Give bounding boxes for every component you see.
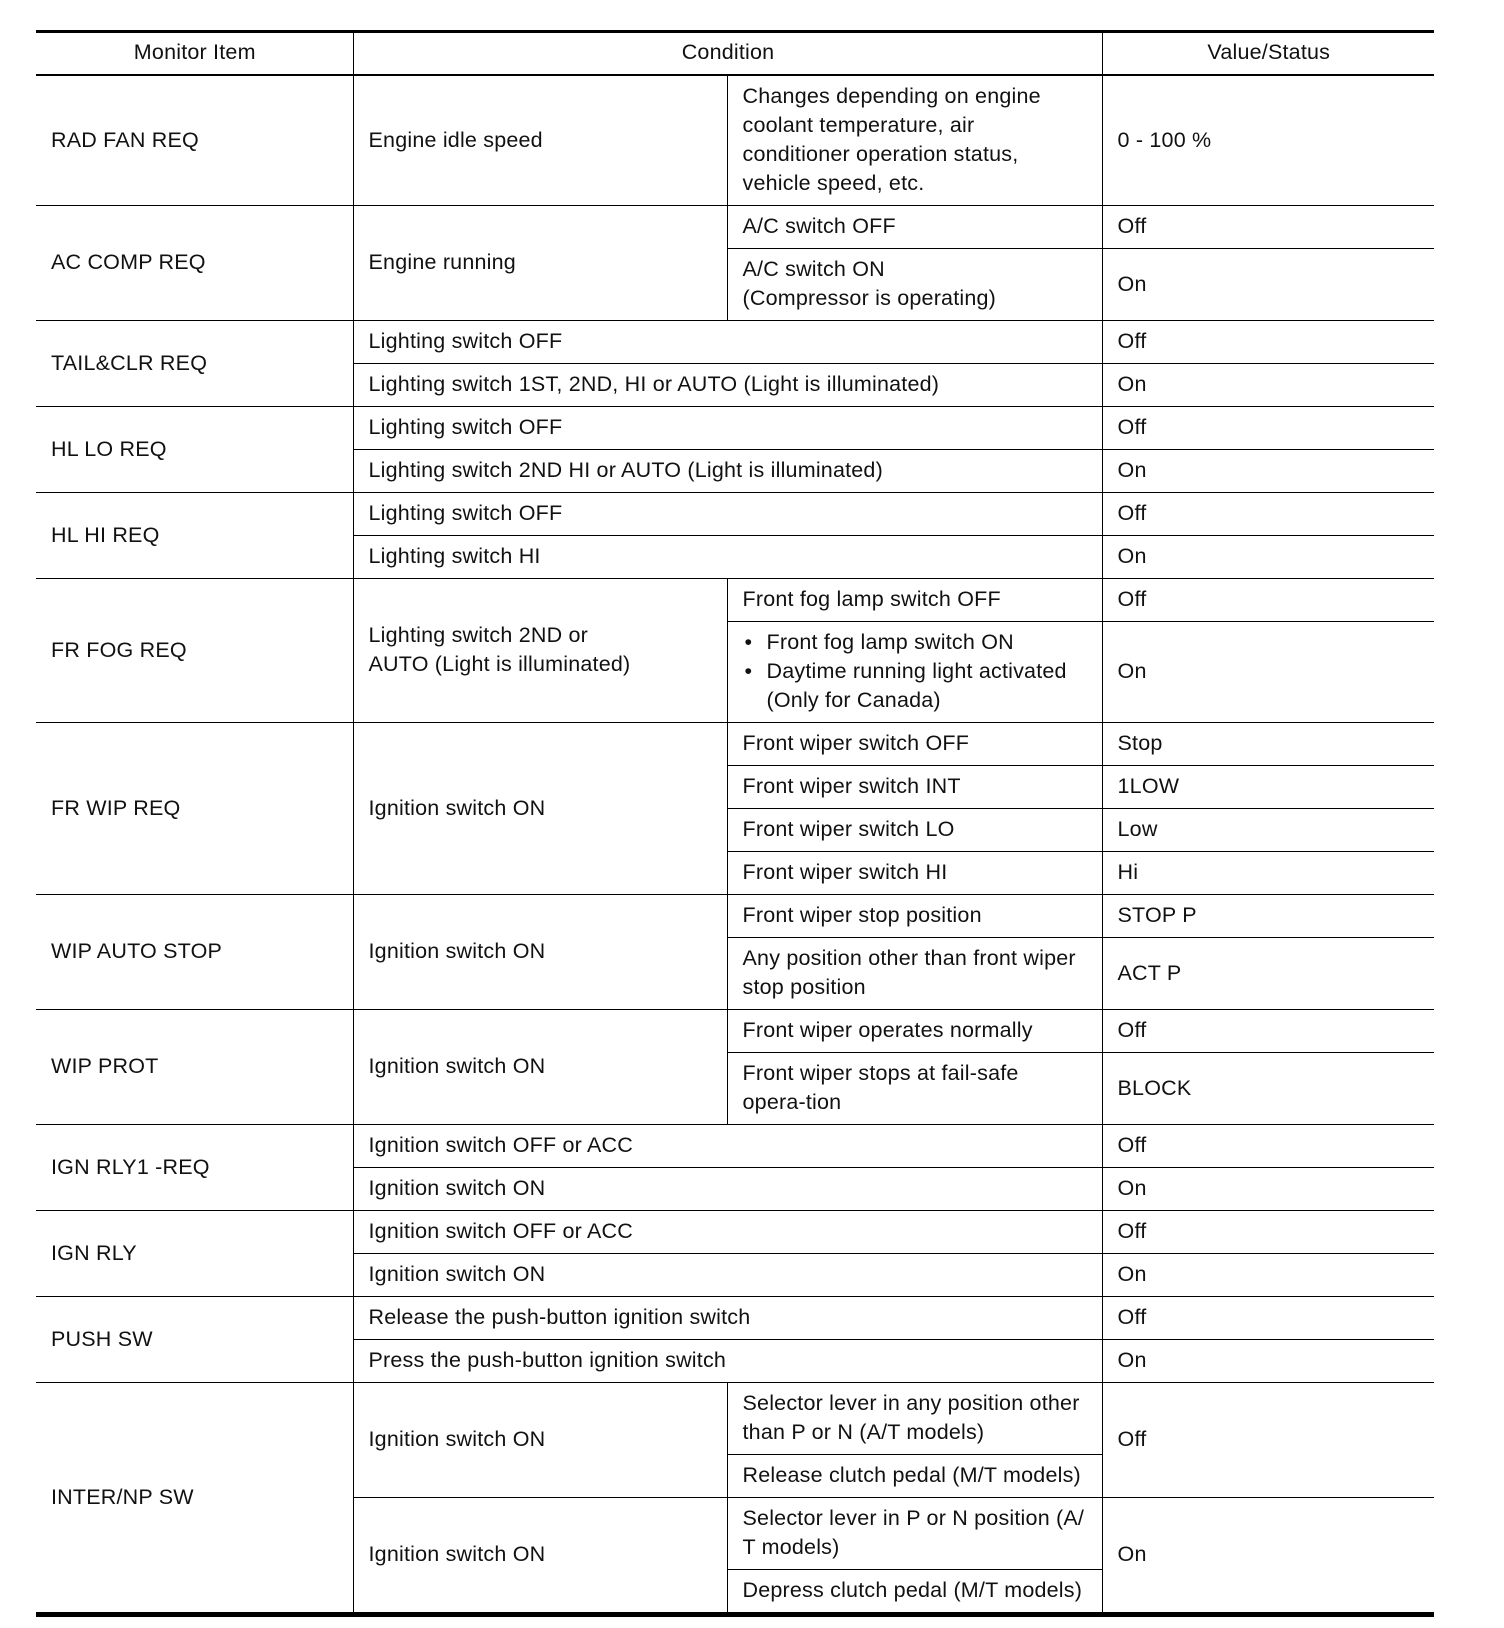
sub-condition-cell: Front wiper stop position xyxy=(727,895,1102,938)
value-cell: On xyxy=(1102,622,1434,723)
sub-condition-cell: Release clutch pedal (M/T models) xyxy=(727,1455,1102,1498)
sub-condition-cell: Front wiper switch HI xyxy=(727,852,1102,895)
table-row xyxy=(36,206,1434,249)
sub-condition-cell: Front wiper stops at fail-safe opera-tion xyxy=(727,1053,1102,1125)
value-cell: Off xyxy=(1102,407,1434,450)
condition-line: AUTO (Light is illuminated) xyxy=(368,652,631,676)
value-cell: Hi xyxy=(1102,852,1434,895)
value-cell: Off xyxy=(1102,321,1434,364)
sub-condition-cell xyxy=(727,249,1102,321)
monitor-item-cell: WIP AUTO STOP xyxy=(36,895,353,1010)
condition-cell: Lighting switch HI xyxy=(353,536,1102,579)
condition-cell: Press the push-button ignition switch xyxy=(353,1340,1102,1383)
value-cell: BLOCK xyxy=(1102,1053,1434,1125)
value-cell: Off xyxy=(1102,579,1434,622)
sub-condition-cell: Front wiper switch INT xyxy=(727,766,1102,809)
page xyxy=(36,30,1434,1617)
monitor-item-cell: TAIL&CLR REQ xyxy=(36,321,353,407)
value-cell: On xyxy=(1102,1498,1434,1615)
table-row xyxy=(36,493,1434,536)
condition-cell: Ignition switch ON xyxy=(353,1498,727,1615)
value-cell: On xyxy=(1102,249,1434,321)
value-cell: On xyxy=(1102,450,1434,493)
condition-line: (Compressor is operating) xyxy=(742,286,997,310)
bullet-item: • Front fog lamp switch ON xyxy=(743,628,1088,657)
header-value-status: Value/Status xyxy=(1102,32,1434,76)
table-row xyxy=(36,1010,1434,1053)
header-row xyxy=(36,32,1434,76)
monitor-item-cell: IGN RLY xyxy=(36,1211,353,1297)
condition-cell: Ignition switch ON xyxy=(353,1254,1102,1297)
monitor-item-cell: RAD FAN REQ xyxy=(36,75,353,206)
condition-cell: Lighting switch OFF xyxy=(353,407,1102,450)
monitor-item-cell: WIP PROT xyxy=(36,1010,353,1125)
bullet-list xyxy=(743,628,1088,715)
value-cell: 1LOW xyxy=(1102,766,1434,809)
condition-cell: Lighting switch OFF xyxy=(353,321,1102,364)
sub-condition-cell: Depress clutch pedal (M/T models) xyxy=(727,1570,1102,1615)
condition-cell: Ignition switch ON xyxy=(353,1383,727,1498)
table-row xyxy=(36,407,1434,450)
condition-cell: Engine idle speed xyxy=(353,75,727,206)
condition-cell: Ignition switch ON xyxy=(353,1168,1102,1211)
sub-condition-cell: Front wiper switch LO xyxy=(727,809,1102,852)
monitor-item-cell: HL HI REQ xyxy=(36,493,353,579)
table-row xyxy=(36,579,1434,622)
sub-condition-cell: Front wiper switch OFF xyxy=(727,723,1102,766)
sub-condition-cell: Changes depending on engine coolant temperature, air conditioner operation status, vehicle speed, etc. xyxy=(727,75,1102,206)
condition-cell xyxy=(353,579,727,723)
value-cell: STOP P xyxy=(1102,895,1434,938)
condition-line: Lighting switch 2ND or xyxy=(368,623,588,647)
value-cell: ACT P xyxy=(1102,938,1434,1010)
monitor-item-cell: IGN RLY1 -REQ xyxy=(36,1125,353,1211)
condition-cell: Ignition switch ON xyxy=(353,895,727,1010)
value-cell: On xyxy=(1102,1168,1434,1211)
monitor-item-cell: FR WIP REQ xyxy=(36,723,353,895)
sub-condition-cell: Selector lever in any position other than P or N (A/T models) xyxy=(727,1383,1102,1455)
condition-line: A/C switch ON xyxy=(742,257,885,281)
condition-cell: Ignition switch ON xyxy=(353,723,727,895)
sub-condition-cell xyxy=(727,622,1102,723)
sub-condition-cell: Front wiper operates normally xyxy=(727,1010,1102,1053)
sub-condition-cell: Selector lever in P or N position (A/ T models) xyxy=(727,1498,1102,1570)
monitor-item-cell: PUSH SW xyxy=(36,1297,353,1383)
bullet-item: • Daytime running light activated (Only for Canada) xyxy=(743,657,1088,715)
condition-cell: Ignition switch ON xyxy=(353,1010,727,1125)
table-row xyxy=(36,895,1434,938)
value-cell: Off xyxy=(1102,206,1434,249)
table-row xyxy=(36,75,1434,206)
value-cell: Off xyxy=(1102,493,1434,536)
monitor-item-cell: AC COMP REQ xyxy=(36,206,353,321)
condition-cell: Ignition switch OFF or ACC xyxy=(353,1125,1102,1168)
header-condition: Condition xyxy=(353,32,1102,76)
value-cell: Off xyxy=(1102,1211,1434,1254)
value-cell: Low xyxy=(1102,809,1434,852)
value-cell: On xyxy=(1102,1340,1434,1383)
table-row xyxy=(36,1211,1434,1254)
value-cell: On xyxy=(1102,1254,1434,1297)
table-row xyxy=(36,723,1434,766)
value-cell: 0 - 100 % xyxy=(1102,75,1434,206)
condition-cell: Lighting switch 1ST, 2ND, HI or AUTO (Light is illuminated) xyxy=(353,364,1102,407)
value-cell: Off xyxy=(1102,1010,1434,1053)
sub-condition-cell: A/C switch OFF xyxy=(727,206,1102,249)
sub-condition-cell: Any position other than front wiper stop position xyxy=(727,938,1102,1010)
condition-cell: Release the push-button ignition switch xyxy=(353,1297,1102,1340)
value-cell: On xyxy=(1102,536,1434,579)
sub-condition-cell: Front fog lamp switch OFF xyxy=(727,579,1102,622)
monitor-item-cell: FR FOG REQ xyxy=(36,579,353,723)
condition-cell: Lighting switch OFF xyxy=(353,493,1102,536)
condition-cell: Engine running xyxy=(353,206,727,321)
value-cell: On xyxy=(1102,364,1434,407)
table-row xyxy=(36,1383,1434,1455)
value-cell: Off xyxy=(1102,1383,1434,1498)
header-monitor-item: Monitor Item xyxy=(36,32,353,76)
table-row xyxy=(36,1125,1434,1168)
condition-cell: Lighting switch 2ND HI or AUTO (Light is illuminated) xyxy=(353,450,1102,493)
monitor-table xyxy=(36,30,1434,1617)
value-cell: Off xyxy=(1102,1125,1434,1168)
value-cell: Stop xyxy=(1102,723,1434,766)
table-row xyxy=(36,1297,1434,1340)
condition-cell: Ignition switch OFF or ACC xyxy=(353,1211,1102,1254)
monitor-item-cell: INTER/NP SW xyxy=(36,1383,353,1615)
monitor-item-cell: HL LO REQ xyxy=(36,407,353,493)
value-cell: Off xyxy=(1102,1297,1434,1340)
table-row xyxy=(36,321,1434,364)
